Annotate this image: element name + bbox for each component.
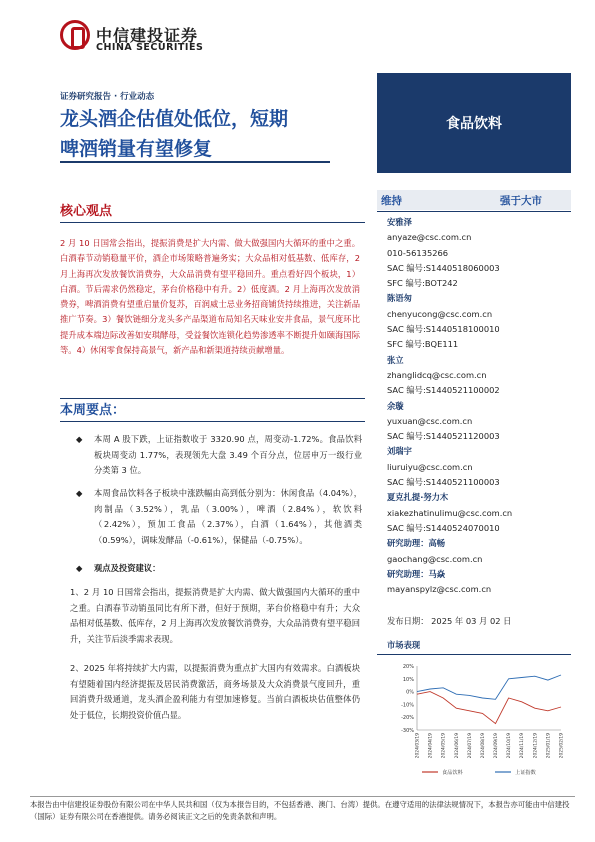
core-view-heading: 核心观点 xyxy=(60,204,113,219)
x-tick-label: 2024/03/19 xyxy=(415,733,421,759)
analyst-email: anyaze@csc.com.cn xyxy=(387,232,472,243)
legend-label: 上证指数 xyxy=(515,770,536,776)
analyst-name: 余璇 xyxy=(387,400,404,411)
analyst-sac: SAC 编号:S1440518060003 xyxy=(387,262,500,273)
x-tick-label: 2024/06/19 xyxy=(454,733,460,759)
core-view-rule xyxy=(60,222,365,223)
analyst-name: 研究助理：高畅 xyxy=(387,538,446,549)
series-line-food-beverage xyxy=(417,692,561,724)
bullet-diamond-icon: ◆ xyxy=(76,563,83,573)
weekly-bullet-text: 观点及投资建议： xyxy=(94,563,161,573)
analyst-name: 张立 xyxy=(387,354,404,365)
core-view-text: 2 月 10 日国常会指出，提振消费是扩大内需、做大做强国内大循环的重中之重。白酒春节动销稳量平价，酒企市场策略普遍务实；大众品相对低基数、低库存，2 月上海再次发放餐饮消费券，大众品消费有望平稳回升。重点看好四个板块，1）白酒。节后需求仍然稳定，茅台价格稳中有升。2）低度酒。2 月上海再次发放消费券，啤酒消费有望重启量价复苏，百润威士忌业务招商铺货持续推进，关注新品推广节奏。3）餐饮链细分龙头多产品渠道布局知名天味业安井食品，景气度环比提升成本端边际改善如安琪酵母，受益餐饮连锁化趋势渗透率不断提升如颐海国际等。4）休闲零食保持高景气，新产品和新渠道持续贡献增量。 xyxy=(60,238,360,356)
x-tick-label: 2024/11/19 xyxy=(520,733,526,759)
analyst-email: mayanspylz@csc.com.cn xyxy=(387,584,492,595)
market-rule xyxy=(377,654,571,655)
publish-date xyxy=(387,615,511,627)
y-tick-label: -20% xyxy=(401,715,414,722)
sector-badge: 食品饮料 xyxy=(377,73,571,173)
brand-name-cn: 中信建投证券 xyxy=(96,26,199,45)
x-tick-label: 2024/04/19 xyxy=(428,733,434,759)
report-title-line-2: 啤酒销量有望修复 xyxy=(60,138,213,160)
weekly-bullet-3 xyxy=(72,561,362,577)
analyst-name: 研究助理：马焱 xyxy=(387,568,446,579)
x-tick-label: 2024/08/19 xyxy=(480,733,486,759)
x-tick-label: 2025/01/19 xyxy=(546,733,552,759)
y-tick-label: 10% xyxy=(402,676,414,683)
suggestion-paragraph-2: 2、2025 年将持续扩大内需，以提振消费为重点扩大国内有效需求。白酒板块有望随着国内经济提振及居民消费激活，商务场景及大众消费景气度回升，重回消费升级通道，龙头酒企盈利能力有望加速修复。当前白酒板块估值整体仍处于低位，长期投资价值凸显。 xyxy=(70,663,360,720)
analyst-email: gaochang@csc.com.cn xyxy=(387,553,483,564)
weekly-heading: 本周要点： xyxy=(60,403,126,418)
footer-rule xyxy=(30,796,575,797)
analyst-phone: 010-56135266 xyxy=(387,247,449,258)
weekly-bullet-2 xyxy=(72,486,362,548)
analyst-email: zhanglidcq@csc.com.cn xyxy=(387,369,487,380)
x-tick-label: 2024/12/19 xyxy=(533,733,539,759)
y-tick-label: 0% xyxy=(406,689,414,696)
x-tick-label: 2025/02/19 xyxy=(559,733,565,759)
publish-date-value: 2025 年 03 月 02 日 xyxy=(431,616,512,626)
analyst-name: 夏克扎提·努力木 xyxy=(387,492,449,503)
brand-name-en: CHINA SECURITIES xyxy=(96,42,204,53)
weekly-bullet-1 xyxy=(72,432,362,479)
bullet-diamond-icon: ◆ xyxy=(76,488,83,498)
legend-label: 食品饮料 xyxy=(442,770,463,776)
analyst-email: xiakezhatinulimu@csc.com.cn xyxy=(387,507,513,518)
analyst-name: 陈语匆 xyxy=(387,293,412,304)
analyst-name: 安雅泽 xyxy=(387,217,412,227)
publish-date-label: 发布日期： xyxy=(387,616,429,626)
rating-label: 维持 xyxy=(381,195,402,207)
x-tick-label: 2024/09/19 xyxy=(494,733,500,759)
weekly-bullet-text: 本周食品饮料各子板块中涨跌幅由高到低分别为：休闲食品（4.04%），肉制品（3.52%），乳品（3.00%），啤酒（2.84%），软饮料（2.42%），预加工食品（2.37%），白酒（1.64%），其他酒类（0.59%），调味发酵品（-0.61%），保健品（-0.75%）。 xyxy=(94,488,362,545)
market-performance-chart xyxy=(377,658,571,780)
y-tick-label: 20% xyxy=(402,664,414,670)
y-tick-label: -30% xyxy=(401,728,414,734)
analyst-name: 刘瑞宇 xyxy=(387,446,412,457)
analyst-email: liuruiyu@csc.com.cn xyxy=(387,461,473,472)
market-heading: 市场表现 xyxy=(387,640,421,650)
x-tick-label: 2024/07/19 xyxy=(467,733,473,759)
x-tick-label: 2024/05/19 xyxy=(441,733,447,759)
report-type: 证券研究报告 · 行业动态 xyxy=(60,92,155,102)
analyst-sfc: SFC 编号:BQE111 xyxy=(387,339,459,350)
y-tick-label: -10% xyxy=(401,702,414,709)
analyst-sac: SAC 编号:S1440518100010 xyxy=(387,324,500,335)
rating-value: 强于大市 xyxy=(500,195,542,207)
analyst-sac: SAC 编号:S1440521120003 xyxy=(387,431,500,442)
rating-rule xyxy=(377,211,571,212)
analyst-email: chenyucong@csc.com.cn xyxy=(387,308,493,319)
x-tick-label: 2024/10/19 xyxy=(507,733,513,759)
weekly-bullet-text: 本周 A 股下跌，上证指数收于 3320.90 点，周变动-1.72%。食品饮料板块周变动 1.77%，表现领先大盘 3.49 个百分点，位居申万一级行业分类第 3 位。 xyxy=(94,434,362,475)
disclaimer-footer: 本报告由中信建投证券股份有限公司在中华人民共和国（仅为本报告目的，不包括香港、澳门、台湾）提供。在遵守适用的法律法规情况下，本报告亦可能由中信建投（国际）证券有限公司在香港提供。请务必阅读正文之后的免责条款和声明。 xyxy=(30,800,570,821)
bullet-diamond-icon: ◆ xyxy=(76,434,83,444)
analyst-email: yuxuan@csc.com.cn xyxy=(387,415,473,426)
title-underline xyxy=(60,161,330,163)
report-title-line-1: 龙头酒企估值处低位，短期 xyxy=(60,108,289,130)
analyst-block xyxy=(387,215,512,597)
analyst-sfc: SFC 编号:BOT242 xyxy=(387,278,458,289)
suggestion-paragraph-1: 1、2 月 10 日国常会指出，提振消费是扩大内需、做大做强国内大循环的重中之重。白酒春节动销虽同比有所下滑，但好于预期，茅台价格稳中有升；大众品相对低基数、低库存，2 月上海再次发放餐饮消费券，大众品消费有望平稳回升，关注节后淡季需求表现。 xyxy=(70,587,361,644)
analyst-sac: SAC 编号:S1440524070010 xyxy=(387,522,500,533)
weekly-rule xyxy=(60,421,365,422)
analyst-sac: SAC 编号:S1440521100002 xyxy=(387,385,500,396)
analyst-sac: SAC 编号:S1440521100003 xyxy=(387,477,500,488)
brand-logo-icon xyxy=(60,20,90,50)
